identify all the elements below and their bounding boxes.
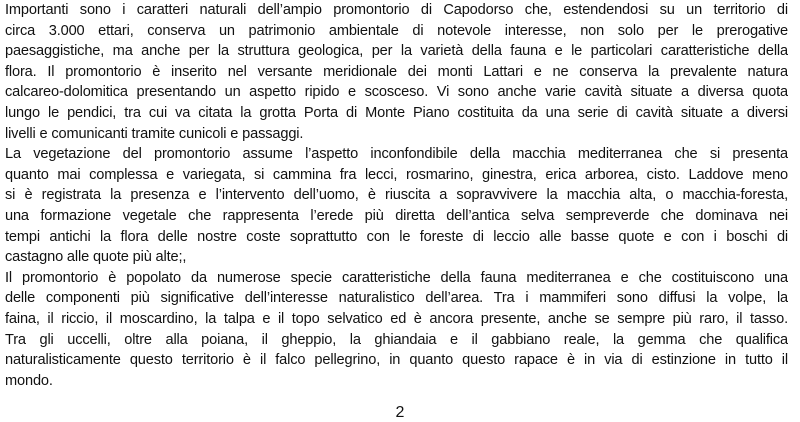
text-line: mondo.	[5, 372, 53, 389]
text-line: naturalisticamente questo territorio è il falco pellegrino, in quanto questo rapace è in via di estinzione in tutto il	[5, 352, 788, 369]
text-line: circa 3.000 ettari, conserva un patrimonio ambientale di notevole interesse, non solo per le prerogative	[5, 22, 788, 39]
text-line: La vegetazione del promontorio assume l’aspetto inconfondibile della macchia mediterranea che si presenta	[5, 146, 788, 163]
text-line: una formazione vegetale che rappresenta l’erede più diretta dell’antica selva sempreverde che dominava nei	[5, 207, 788, 224]
text-line: flora. Il promontorio è inserito nel versante meridionale dei monti Lattari e ne conserva la prevalente natura	[5, 63, 788, 80]
text-line: tempi antichi la flora delle nostre coste soprattutto con le foreste di leccio alle basse quote e con i boschi di	[5, 228, 788, 245]
text-line: lungo le pendici, tra cui va citata la grotta Porta di Monte Piano costituita da una serie di cavità situate a diversi	[5, 104, 788, 121]
text-line: paesaggistiche, ma anche per la struttura geologica, per la varietà della fauna e le particolari caratteristiche della	[5, 43, 788, 60]
body-text	[5, 0, 788, 391]
page-number: 2	[395, 404, 405, 421]
text-line: faina, il riccio, il moscardino, la talpa e il topo selvatico ed è ancora presente, anche se sempre più raro, il tasso.	[5, 310, 788, 327]
text-line: livelli e comunicanti tramite cunicoli e passaggi.	[5, 125, 304, 142]
text-line: Tra gli uccelli, oltre alla poiana, il gheppio, la ghiandaia e il gabbiano reale, la gemma che qualifica	[5, 331, 788, 348]
paragraph-vegetation	[5, 144, 788, 268]
text-line: calcareo-dolomitica presentando un aspetto ripido e scosceso. Vi sono anche varie cavità situate a diversa quota	[5, 84, 788, 101]
text-line: quanto mai complessa e variegata, si cammina fra lecci, rosmarino, ginestra, erica arborea, cisto. Laddove meno	[5, 166, 788, 183]
text-line: castagno alle quote più alte;,	[5, 249, 187, 266]
text-line: si è registrata la presenza e l’intervento dell’uomo, è riuscita a sopravvivere la macchia alta, o macchia-foresta,	[5, 187, 788, 204]
paragraph-fauna	[5, 268, 788, 392]
paragraph-capodorso-promontory	[5, 0, 788, 144]
text-line: Importanti sono i caratteri naturali dell’ampio promontorio di Capodorso che, estendendosi su un territorio di	[5, 2, 788, 18]
text-line: delle componenti più significative dell’interesse naturalistico dell’area. Tra i mammiferi sono diffusi la volpe, la	[5, 290, 788, 307]
text-line: Il promontorio è popolato da numerose specie caratteristiche della fauna mediterranea e che costituiscono una	[5, 269, 788, 286]
